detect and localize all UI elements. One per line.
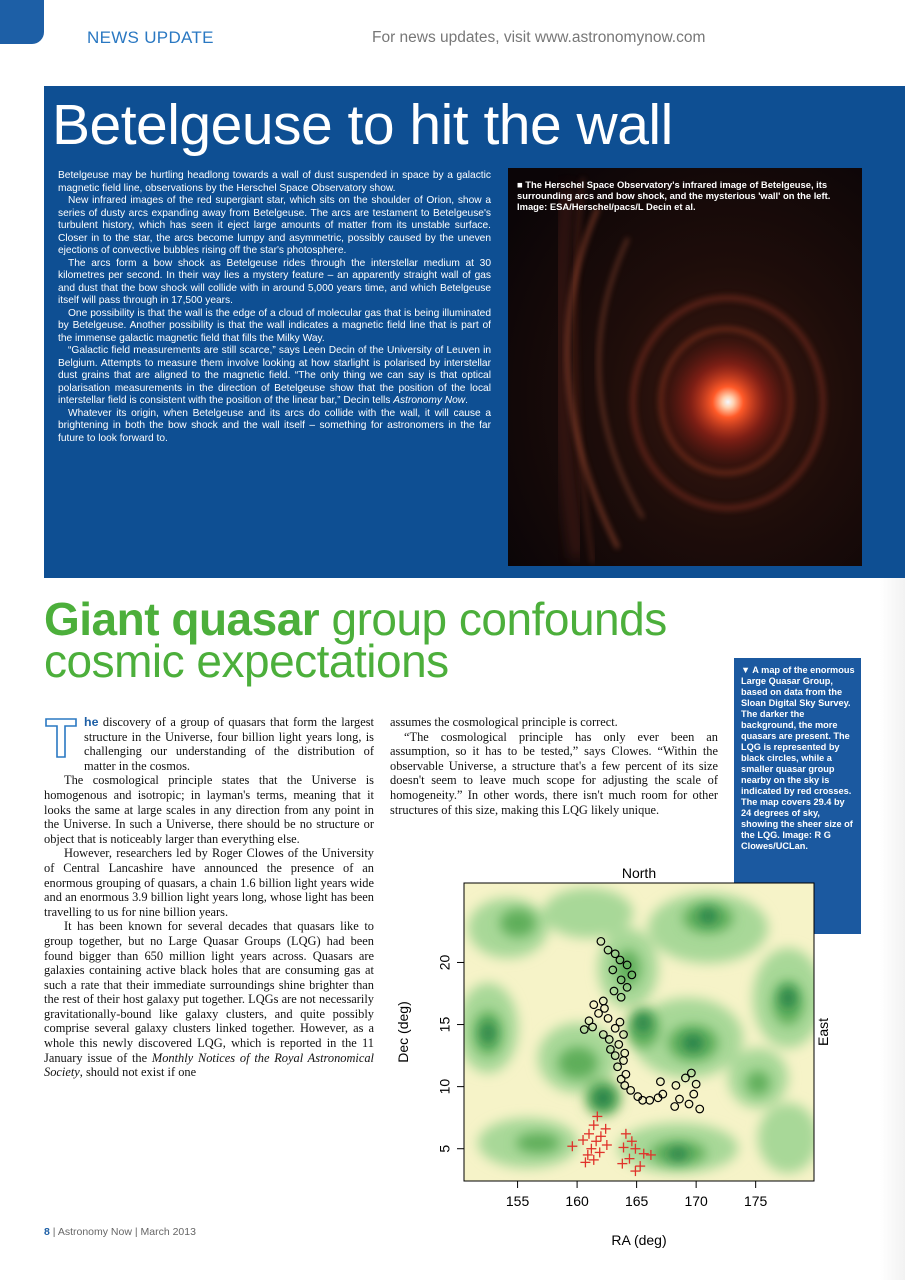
footer-text: | Astronomy Now | March 2013 [49, 1226, 196, 1238]
quasar-paragraph [44, 715, 374, 773]
quasar-map-chart [378, 858, 838, 1258]
x-tick-label: 175 [743, 1193, 768, 1209]
magazine-name: Astronomy Now [393, 395, 466, 406]
quasar-paragraph [44, 919, 374, 1080]
y-tick-label: 15 [436, 1016, 453, 1033]
headline-bold-part: Giant quasar [44, 593, 320, 645]
y-tick-label: 20 [436, 954, 453, 971]
x-tick-label: 155 [505, 1193, 530, 1209]
betelgeuse-paragraph [58, 345, 491, 408]
x-tick-label: 170 [684, 1193, 708, 1209]
paragraph-text: It has been known for several decades that quasars like to group together, but no Large Quasar Groups (LQG) had been found bigger than 650 million light years across. Quasars are galaxies containing active black holes that are consuming gas at such a rate that their immediate surroundings shine brighter than the rest of their host galaxy put together. LQGs are not necessarily gravitationally-bound like galaxy clusters, and quite possibly comprise several galaxy clusters linked together. However, as a whole this newly discovered LQG, which is reported in the 11 January issue of the [44, 919, 374, 1065]
x-axis-ticks [506, 1181, 768, 1209]
north-label: North [621, 865, 657, 881]
quasar-column-1 [44, 715, 374, 1080]
quote-text: “Galactic field measurements are still scarce,” says Leen Decin of the University of Leuven in Belgium. Attempts to measure them involve looking at how starlight is polarised by interstellar dust grains that are aligned to the magnetic field. “The only thing we can say is that optical polarisation measurements in the direction of Betelgeuse show that the position of the local interstellar field is consistent with the position of the linear bar,” Decin tells [58, 345, 491, 406]
betelgeuse-infrared-image [508, 168, 862, 566]
quasar-paragraph: assumes the cosmological principle is correct. [390, 715, 618, 729]
x-tick-label: 160 [565, 1193, 589, 1209]
betelgeuse-body [58, 170, 491, 445]
x-tick-label: 165 [624, 1193, 649, 1209]
sentence-end: . [465, 395, 468, 406]
quasar-paragraph: However, researchers led by Roger Clowes of the University of Central Lancashire have announced the presence of an enormous grouping of quasars, a chain 1.6 billion light years wide and an enormous 3.9 billion light years long, whose light has been travelling to us for nine billion years. [44, 846, 374, 919]
betelgeuse-headline: Betelgeuse to hit the wall [52, 93, 673, 157]
y-tick-label: 5 [436, 1144, 453, 1153]
drop-cap-t [44, 717, 78, 759]
section-label: NEWS UPDATE [87, 28, 214, 47]
headline-light-part: group confounds cosmic expectations [44, 593, 667, 687]
journal-name: Monthly Notices of the Royal Astronomical Society [44, 1050, 374, 1080]
quasar-column-2 [390, 715, 718, 817]
quasar-paragraph: “The cosmological principle has only ever been an assumption, so it has to be tested,” says Clowes. “Within the observable Universe, a structure that's a few percent of its size doesn't seem to leave much scope for adjusting the scale of homogeneity.” In other words, there isn't much room for other structures of this size, making this LQG likely unique. [390, 729, 718, 817]
betelgeuse-image-caption: ■ The Herschel Space Observatory's infrared image of Betelgeuse, its surrounding arcs and bow shock, and the mysterious 'wall' on the left. Image: ESA/Herschel/pacs/L Decin et al. [517, 179, 831, 212]
x-axis-label: RA (deg) [611, 1232, 667, 1248]
y-tick-label: 10 [436, 1078, 453, 1095]
betelgeuse-paragraph: New infrared images of the red supergiant star, which sits on the shoulder of Orion, show a series of dusty arcs expanding away from Betelgeuse. The arcs are testament to Betelgeuse's turbulent history, which has seen it eject large amounts of matter from its unstable surface. Closer in to the star, the arcs become lumpy and asymmetric, possibly caused by the uneven ejections of convective bubbles rising off the star's photosphere. [58, 195, 491, 256]
lead-word: he [84, 715, 99, 729]
betelgeuse-paragraph: Betelgeuse may be hurtling headlong towards a wall of dust suspended in space by a galactic magnetic field line, observations by the Herschel Space Observatory show. [58, 170, 491, 194]
lead-text: discovery of a group of quasars that form the largest structure in the Universe, four billion light years long, is challenging our understanding of the distribution of matter in the cosmos. [84, 715, 374, 773]
quasar-paragraph: The cosmological principle states that the Universe is homogenous and isotropic; in layman's terms, meaning that it looks the same at large scales in any direction from any point in the Universe. In such a Universe, there should be no structure or object that is noticeably larger than everything else. [44, 773, 374, 846]
quasar-headline [44, 593, 744, 687]
map-caption: ▼ A map of the enormous Large Quasar Group, based on data from the Sloan Digital Sky Survey. The darker the background, the more quasars are present. The LQG is represented by black circles, while a smaller quasar group nearby on the sky is indicated by red crosses. The map covers 29.4 by 24 degrees of sky, showing the sheer size of the LQG. Image: R G Clowes/UCLan. [741, 665, 855, 851]
corner-tab [0, 0, 44, 44]
betelgeuse-paragraph: The arcs form a bow shock as Betelgeuse rides through the interstellar medium at 30 kilometres per second. In their way lies a mystery feature – an apparently straight wall of gas and dust that the bow shock will collide with in around 5,000 years time, and which Betelgeuse itself will pass through in 17,500 years. [58, 257, 491, 306]
page-number: 8 [44, 1226, 50, 1238]
drop-cap-letter: T [44, 717, 45, 718]
y-axis-ticks [437, 954, 464, 1152]
betelgeuse-paragraph: Whatever its origin, when Betelgeuse and its arcs do collide with the wall, it will cause a brightening in both the bow shock and the wall itself – something for astronomers in the far future to look forward to. [58, 407, 491, 444]
paragraph-end: , should not exist if one [79, 1065, 197, 1080]
header-url-text: For news updates, visit www.astronomynow.com [372, 29, 706, 46]
east-label: East [815, 1017, 831, 1047]
y-axis-label: Dec (deg) [395, 1001, 411, 1063]
page-footer [44, 1226, 196, 1238]
betelgeuse-paragraph: One possibility is that the wall is the edge of a cloud of molecular gas that is being illuminated by Betelgeuse. Another possibility is that the wall indicates a magnetic field line that is part of the immense galactic magnetic field that fills the Milky Way. [58, 307, 491, 344]
